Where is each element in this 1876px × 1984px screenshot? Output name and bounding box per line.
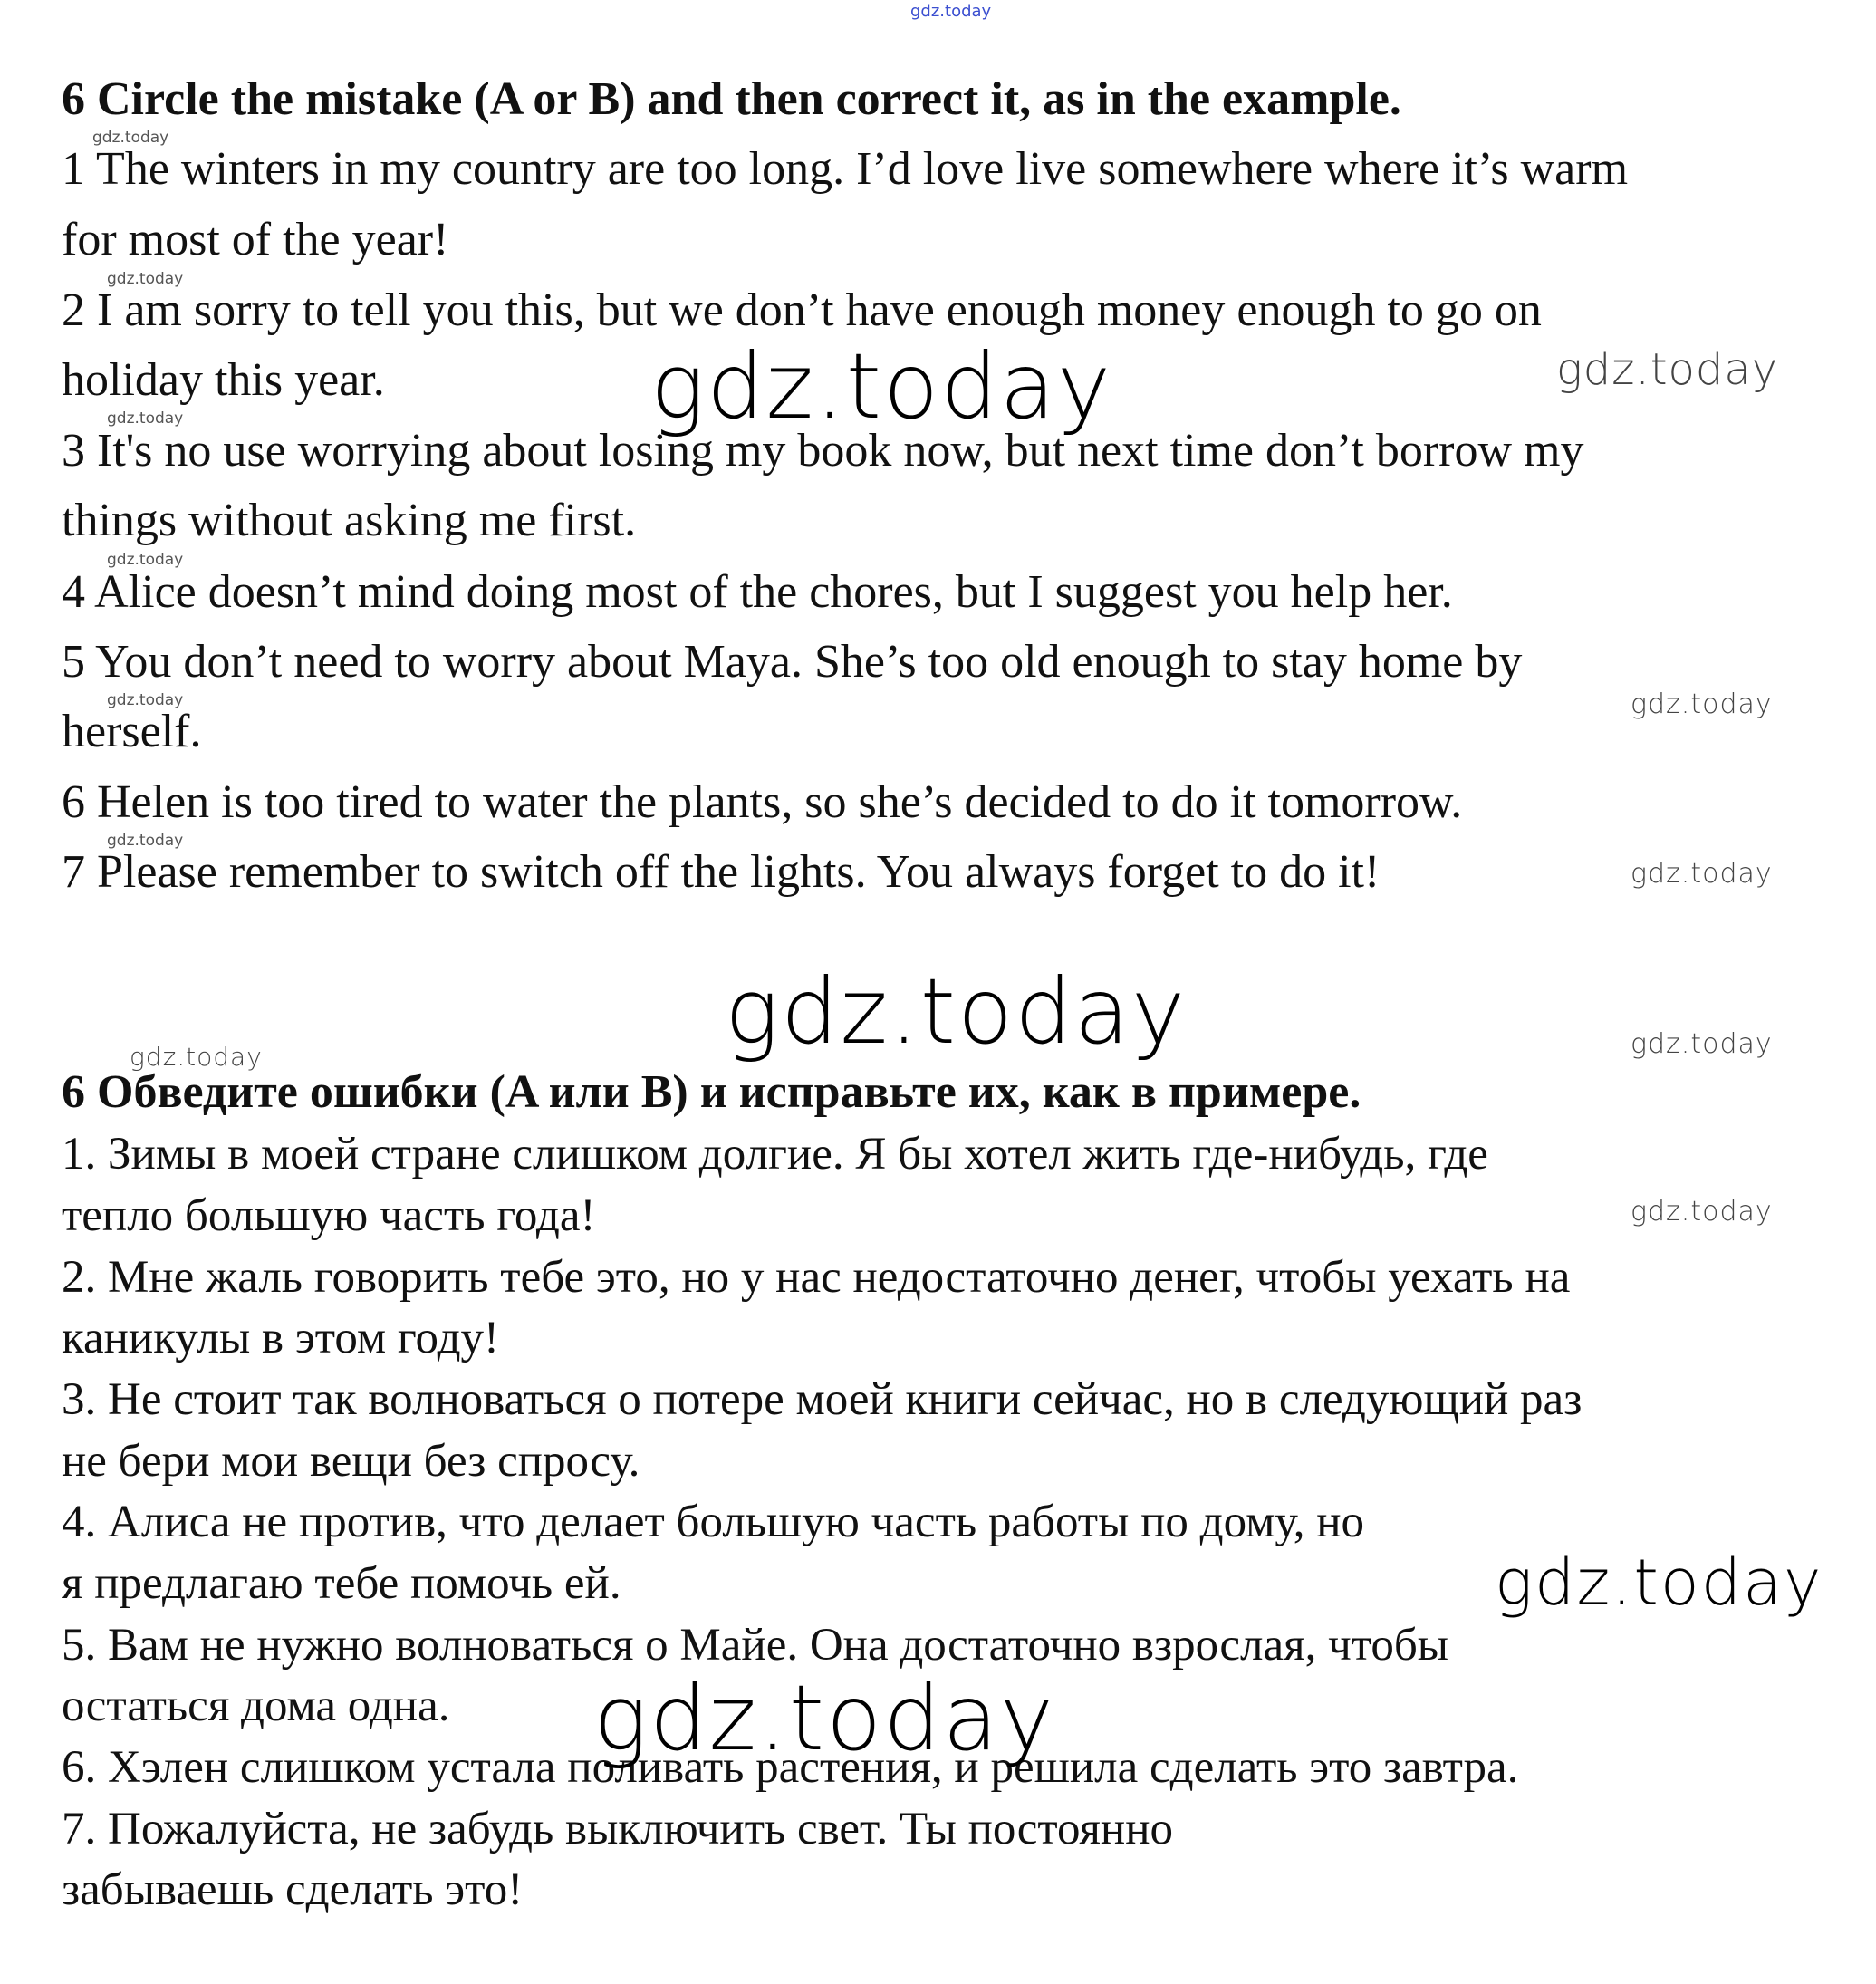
translation-line: не бери мои вещи без спросу.	[62, 1436, 640, 1487]
translation-line: 4. Алиса не против, что делает большую часть работы по дому, но	[62, 1497, 1365, 1547]
exercise-line: 7 Please remember to switch off the lights. You always forget to do it!	[62, 846, 1381, 898]
translation-line: тепло большую часть года!	[62, 1190, 596, 1241]
translation-line: 7. Пожалуйста, не забудь выключить свет. Ты постоянно	[62, 1804, 1174, 1854]
translation-line: каникулы в этом году!	[62, 1313, 500, 1363]
translation-line: остаться дома одна.	[62, 1681, 450, 1731]
watermark: gdz.today	[107, 409, 184, 428]
watermark: gdz.today	[130, 1042, 263, 1072]
exercise-line: 3 It's no use worrying about losing my book now, but next time don’t borrow my	[62, 425, 1584, 477]
watermark: gdz.today	[1631, 858, 1773, 890]
exercise-line: 6 Helen is too tired to water the plants, so she’s decided to do it tomorrow.	[62, 776, 1463, 828]
watermark: gdz.today	[1556, 344, 1779, 395]
exercise-line: 2 I am sorry to tell you this, but we don’t have enough money enough to go on	[62, 284, 1542, 336]
exercise-line: things without asking me first.	[62, 495, 637, 546]
watermark: gdz.today	[107, 270, 184, 288]
exercise-heading-en: 6 Circle the mistake (A or B) and then correct it, as in the example.	[62, 73, 1401, 125]
translation-line: 6. Хэлен слишком устала поливать растения, и решила сделать это завтра.	[62, 1742, 1519, 1793]
watermark: gdz.today	[1631, 1196, 1773, 1228]
watermark: gdz.today	[107, 832, 184, 850]
exercise-heading-ru: 6 Обведите ошибки (A или B) и исправьте их, как в примере.	[62, 1066, 1361, 1118]
watermark: gdz.today	[107, 691, 184, 709]
translation-line: забываешь сделать это!	[62, 1864, 524, 1915]
translation-line: 1. Зимы в моей стране слишком долгие. Я бы хотел жить где-нибудь, где	[62, 1129, 1488, 1180]
translation-line: 2. Мне жаль говорить тебе это, но у нас недостаточно денег, чтобы уехать на	[62, 1252, 1571, 1303]
exercise-line: 1 The winters in my country are too long. I’d love live somewhere where it’s warm	[62, 143, 1629, 195]
watermark-large: gdz.today	[725, 958, 1188, 1064]
exercise-line: 4 Alice doesn’t mind doing most of the chores, but I suggest you help her.	[62, 566, 1453, 618]
watermark: gdz.today	[1631, 689, 1773, 720]
exercise-line: herself.	[62, 706, 202, 757]
exercise-line: holiday this year.	[62, 354, 385, 406]
watermark: gdz.today	[1631, 1028, 1773, 1060]
translation-line: 3. Не стоит так волноваться о потере моей книги сейчас, но в следующий раз	[62, 1374, 1583, 1425]
exercise-line: for most of the year!	[62, 214, 449, 265]
exercise-line: 5 You don’t need to worry about Maya. She’s too old enough to stay home by	[62, 636, 1523, 688]
watermark: gdz.today	[92, 129, 169, 147]
watermark: gdz.today	[107, 551, 184, 569]
watermark-large: gdz.today	[650, 333, 1113, 439]
watermark-large: gdz.today	[593, 1665, 1056, 1771]
translation-line: я предлагаю тебе помочь ей.	[62, 1558, 621, 1609]
watermark-large: gdz.today	[1495, 1546, 1823, 1620]
translation-line: 5. Вам не нужно волноваться о Майе. Она достаточно взрослая, чтобы	[62, 1620, 1449, 1671]
site-watermark-top: gdz.today	[910, 2, 992, 21]
